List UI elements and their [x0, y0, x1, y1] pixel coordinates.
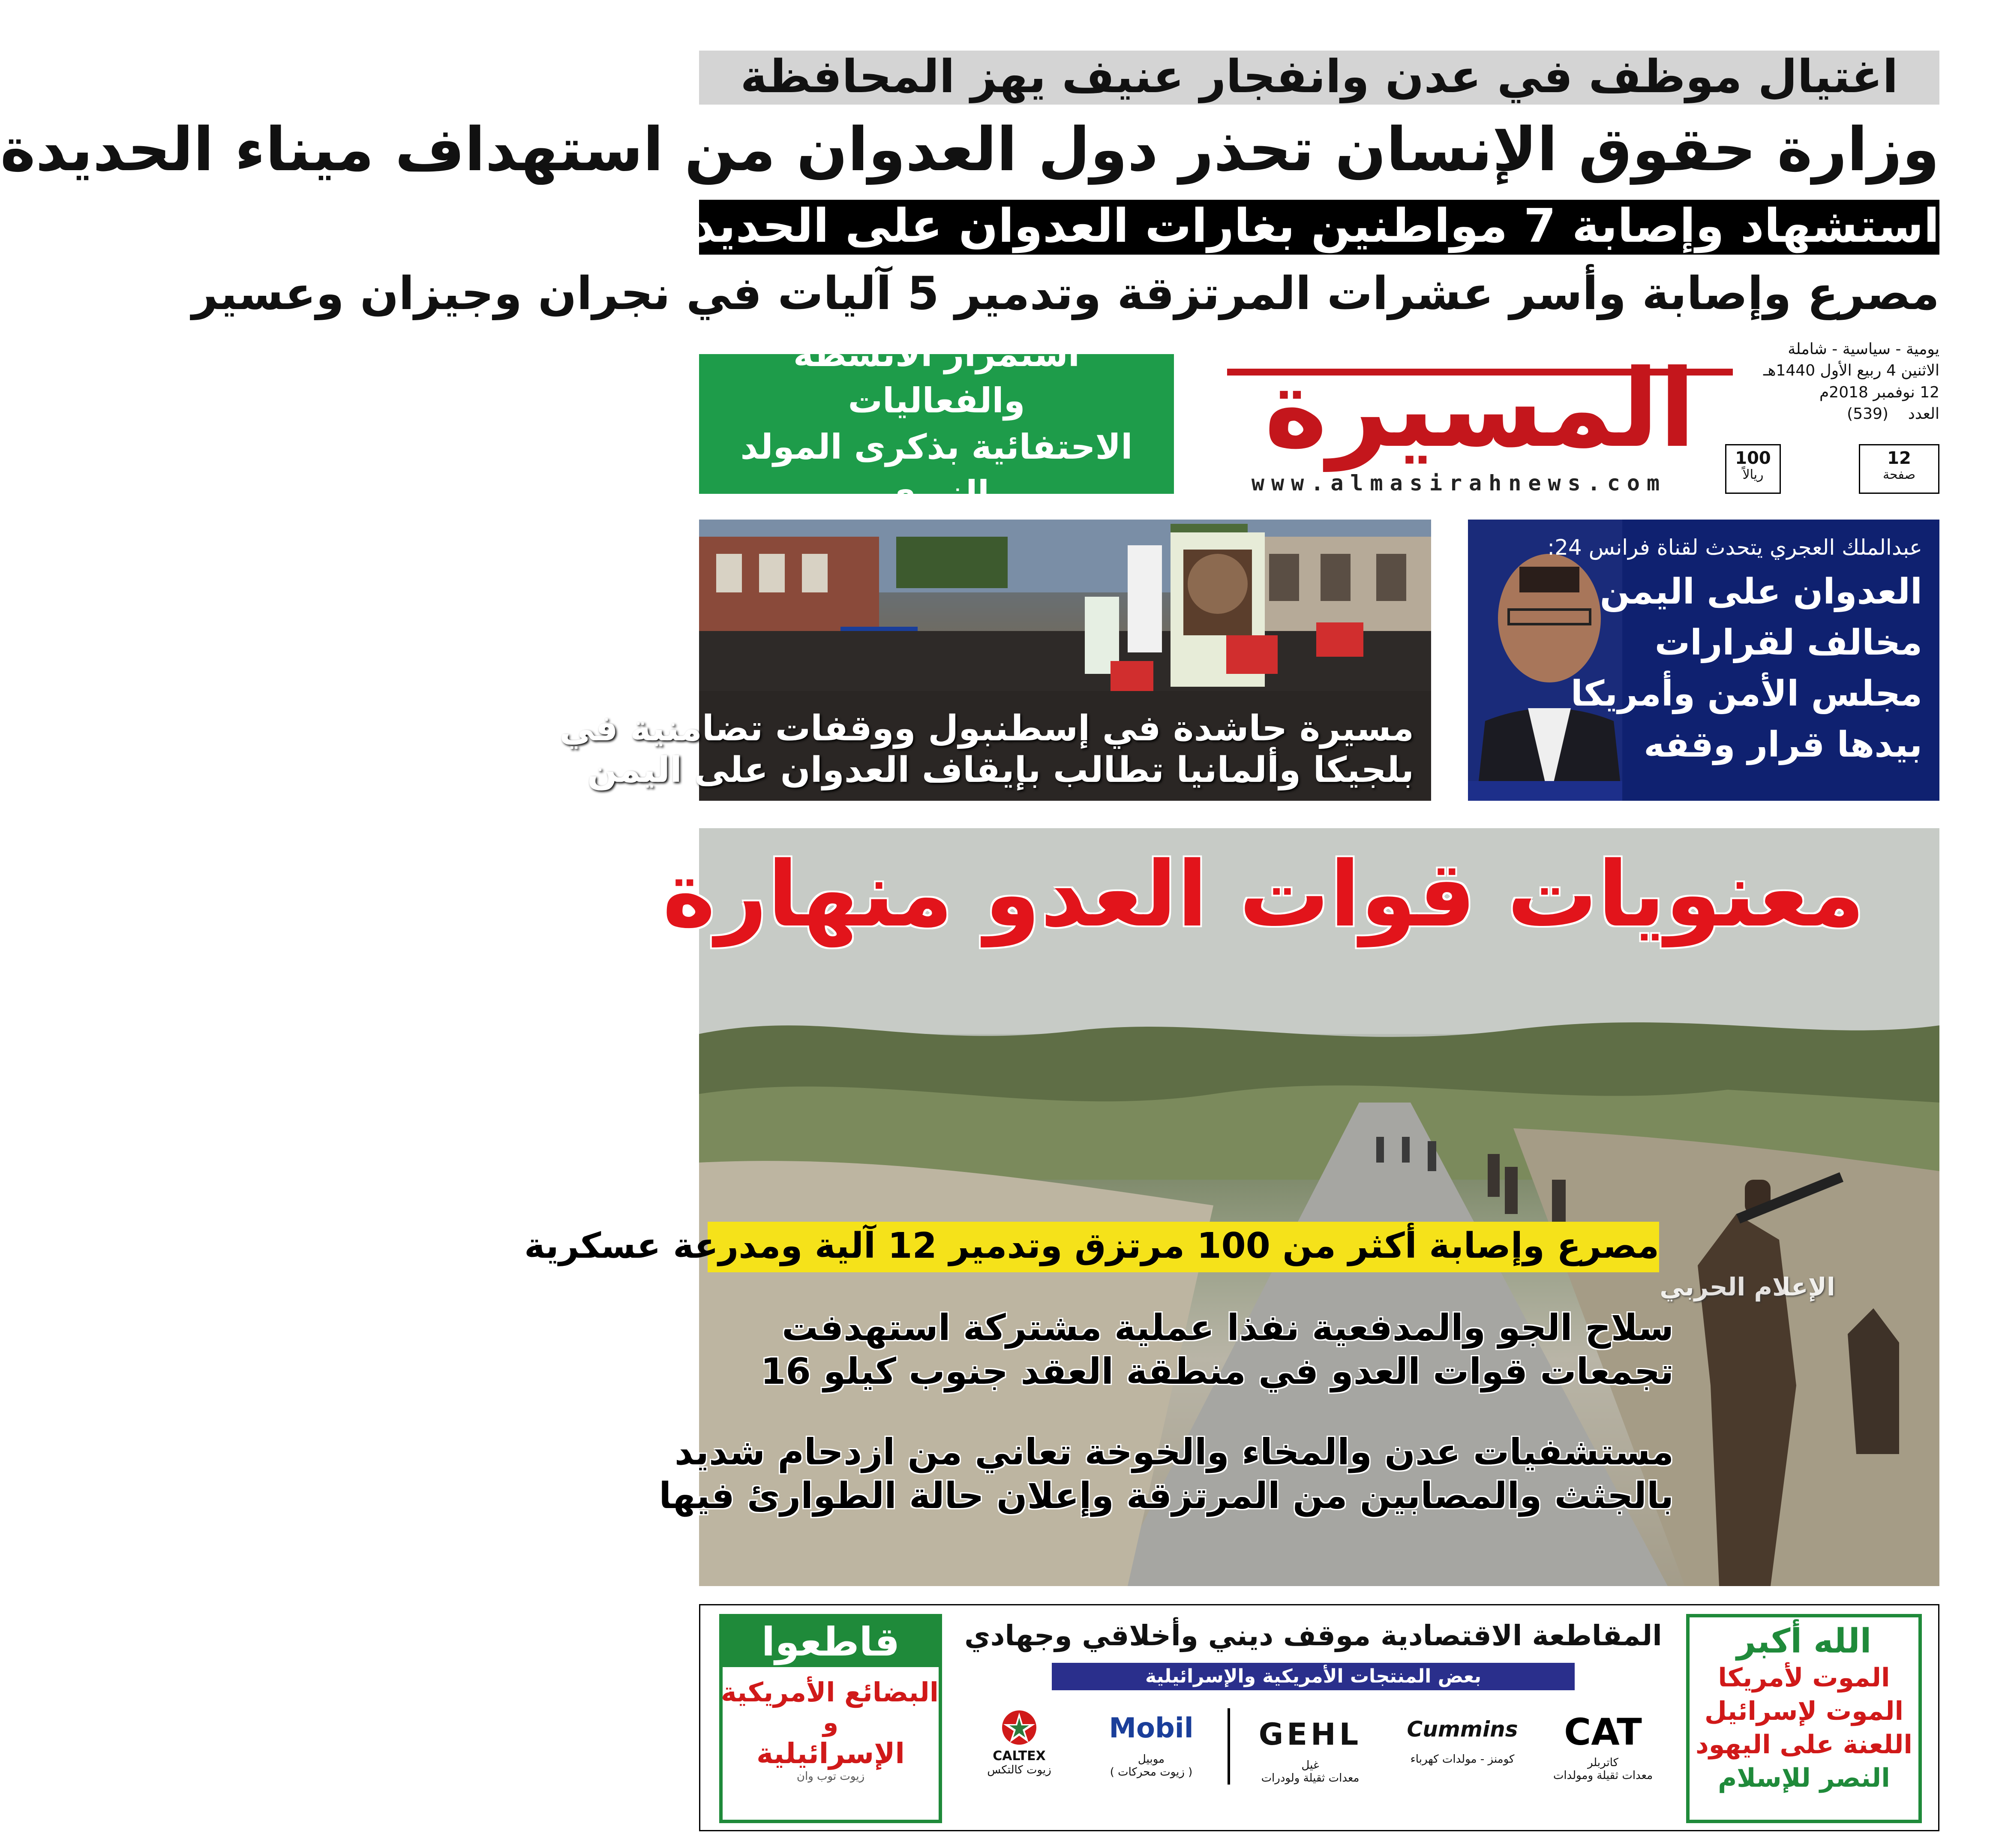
- slogan-line-2: الموت لأمريكا: [1718, 1662, 1890, 1693]
- brand-gehl-caption-2: معدات ثقيلة ولودرات: [1261, 1772, 1360, 1785]
- green-teaser-box: [699, 334, 1174, 513]
- pages-value: 12: [1887, 448, 1911, 468]
- hero-body-1-line-1: سلاح الجو والمدفعية نفذا عملية مشتركة استهدفت: [782, 1307, 1674, 1349]
- ad-left-small: زيوت توب وان: [796, 1770, 865, 1783]
- issue-number: [1746, 403, 1939, 425]
- newspaper-logo: [1210, 339, 1746, 471]
- ad-left-title: قاطعوا: [723, 1617, 939, 1667]
- website-url[interactable]: www.almasirahnews.com: [1251, 471, 1667, 496]
- brand-cat: [1543, 1708, 1663, 1782]
- ad-left-box: [719, 1614, 942, 1823]
- slogan-line-3: الموت لإسرائيل: [1704, 1696, 1904, 1726]
- info-line-3: 12 نوفمبر 2018م: [1819, 383, 1939, 401]
- green-teaser-line-2: الاحتفائية بذكرى المولد النبوي: [740, 427, 1133, 513]
- headline-2: وزارة حقوق الإنسان تحذر دول العدوان من استهداف ميناء الحديدة: [0, 115, 1939, 185]
- interview-quote-line-1: العدوان على اليمن: [1600, 571, 1922, 612]
- brand-mobil: [1087, 1708, 1216, 1779]
- hero-body-2-line-1: مستشفيات عدن والمخاء والخوخة تعاني من ازدحام شديد: [674, 1431, 1674, 1473]
- interview-kicker: عبدالملك العجري يتحدث لقناة فرانس 24:: [1547, 535, 1922, 560]
- caltex-star-icon: [996, 1708, 1043, 1747]
- price-box: [1725, 444, 1781, 494]
- interview-quote: [1570, 567, 1922, 771]
- headline-4: مصرع وإصابة وأسر عشرات المرتزقة وتدمير 5 آليات في نجران وجيزان وعسير: [192, 267, 1939, 320]
- rally-caption-line-2: بلجيكا وألمانيا تطالب بإيقاف العدوان على اليمن: [587, 749, 1414, 790]
- brand-caltex-caption: زيوت كالتكس: [987, 1764, 1051, 1776]
- rally-caption: [559, 708, 1414, 791]
- brand-gehl: [1228, 1708, 1382, 1785]
- brand-mobil-caption-2: ( زيوت محركات ): [1110, 1766, 1193, 1779]
- ad-right-slogan: [1686, 1614, 1922, 1823]
- headline-3: استشهاد وإصابة 7 مواطنين بغارات العدوان على الحديدة: [699, 200, 1939, 255]
- price-value: 100: [1735, 448, 1771, 468]
- brand-mobil-caption-1: موبيل: [1138, 1753, 1165, 1766]
- brand-cat-caption-2: معدات ثقيلة ومولدات: [1553, 1769, 1653, 1782]
- hero-body-2-line-2: بالجثث والمصابين من المرتزقة وإعلان حالة الطوارئ فيها: [659, 1475, 1674, 1517]
- info-line-1: يومية - سياسية - شاملة: [1788, 340, 1939, 358]
- hero-body-1: [760, 1306, 1674, 1394]
- ad-left-line-2: و: [822, 1708, 839, 1737]
- logo-text: المسيرة: [1264, 346, 1696, 471]
- slogan-line-4: اللعنة على اليهود: [1696, 1729, 1912, 1760]
- brand-gehl-caption-1: غيل: [1301, 1759, 1319, 1772]
- price-label: ريالاً: [1742, 467, 1764, 482]
- headline-1: اغتيال موظف في عدن وانفجار عنيف يهز المحافظة: [699, 51, 1939, 105]
- brand-cummins-caption: كومنز - مولدات كهرباء: [1410, 1753, 1515, 1766]
- hero-body-1-line-2: تجمعات قوات العدو في منطقة العقد جنوب كيلو 16: [760, 1350, 1674, 1393]
- boycott-ad: [699, 1604, 1939, 1831]
- hero-section: [524, 828, 1939, 1586]
- photo-rally: [559, 520, 1431, 801]
- brand-cat-name: CAT: [1564, 1711, 1642, 1754]
- ad-left-line-1: البضائع الأمريكية: [720, 1677, 939, 1708]
- green-teaser-line-1: استمرار الأنشطة والفعاليات: [793, 334, 1080, 421]
- issue-info: [1746, 339, 1939, 433]
- brand-logos: [957, 1708, 1669, 1824]
- interview-quote-line-2: مخالف لقرارات: [1654, 622, 1922, 663]
- hero-title: معنويات قوات العدو منهارة: [662, 842, 1865, 947]
- photo-interview: [1468, 520, 1939, 801]
- brand-caltex: [963, 1708, 1075, 1776]
- brand-caltex-name: CALTEX: [993, 1749, 1046, 1764]
- interview-quote-line-4: بيدها قرار وقفه: [1644, 724, 1922, 765]
- issue-label: العدد: [1908, 405, 1939, 423]
- ad-left-line-3: الإسرائيلية: [756, 1737, 905, 1770]
- pages-label: صفحة: [1882, 467, 1916, 482]
- ad-center-subtitle: بعض المنتجات الأمريكية والإسرائيلية: [1052, 1663, 1575, 1690]
- hero-watermark: الإعلام الحربي: [1660, 1272, 1835, 1301]
- issue-value: (539): [1847, 405, 1888, 423]
- brand-cat-caption-1: كاتربلر: [1587, 1756, 1619, 1769]
- slogan-line-1: الله أكبر: [1736, 1622, 1872, 1661]
- slogan-line-5: النصر للإسلام: [1718, 1763, 1890, 1793]
- brand-cummins-name: Cummins: [1407, 1717, 1518, 1742]
- hero-banner: مصرع وإصابة أكثر من 100 مرتزق وتدمير 12 آلية ومدرعة عسكرية: [708, 1222, 1659, 1272]
- hero-body-2: [659, 1430, 1674, 1518]
- ad-center-title: المقاطعة الاقتصادية موقف ديني وأخلاقي وجهادي: [964, 1619, 1662, 1652]
- brand-mobil-name: Mobil: [1109, 1713, 1194, 1744]
- rally-caption-line-1: مسيرة حاشدة في إسطنبول ووقفات تضامنية في: [559, 708, 1414, 749]
- info-line-2: الاثنين 4 ربيع الأول 1440هـ: [1763, 362, 1939, 380]
- interview-quote-line-3: مجلس الأمن وأمريكا: [1570, 673, 1922, 714]
- brand-cummins: [1394, 1708, 1531, 1766]
- brand-gehl-name: GEHL: [1258, 1717, 1362, 1752]
- pages-box: [1859, 444, 1939, 494]
